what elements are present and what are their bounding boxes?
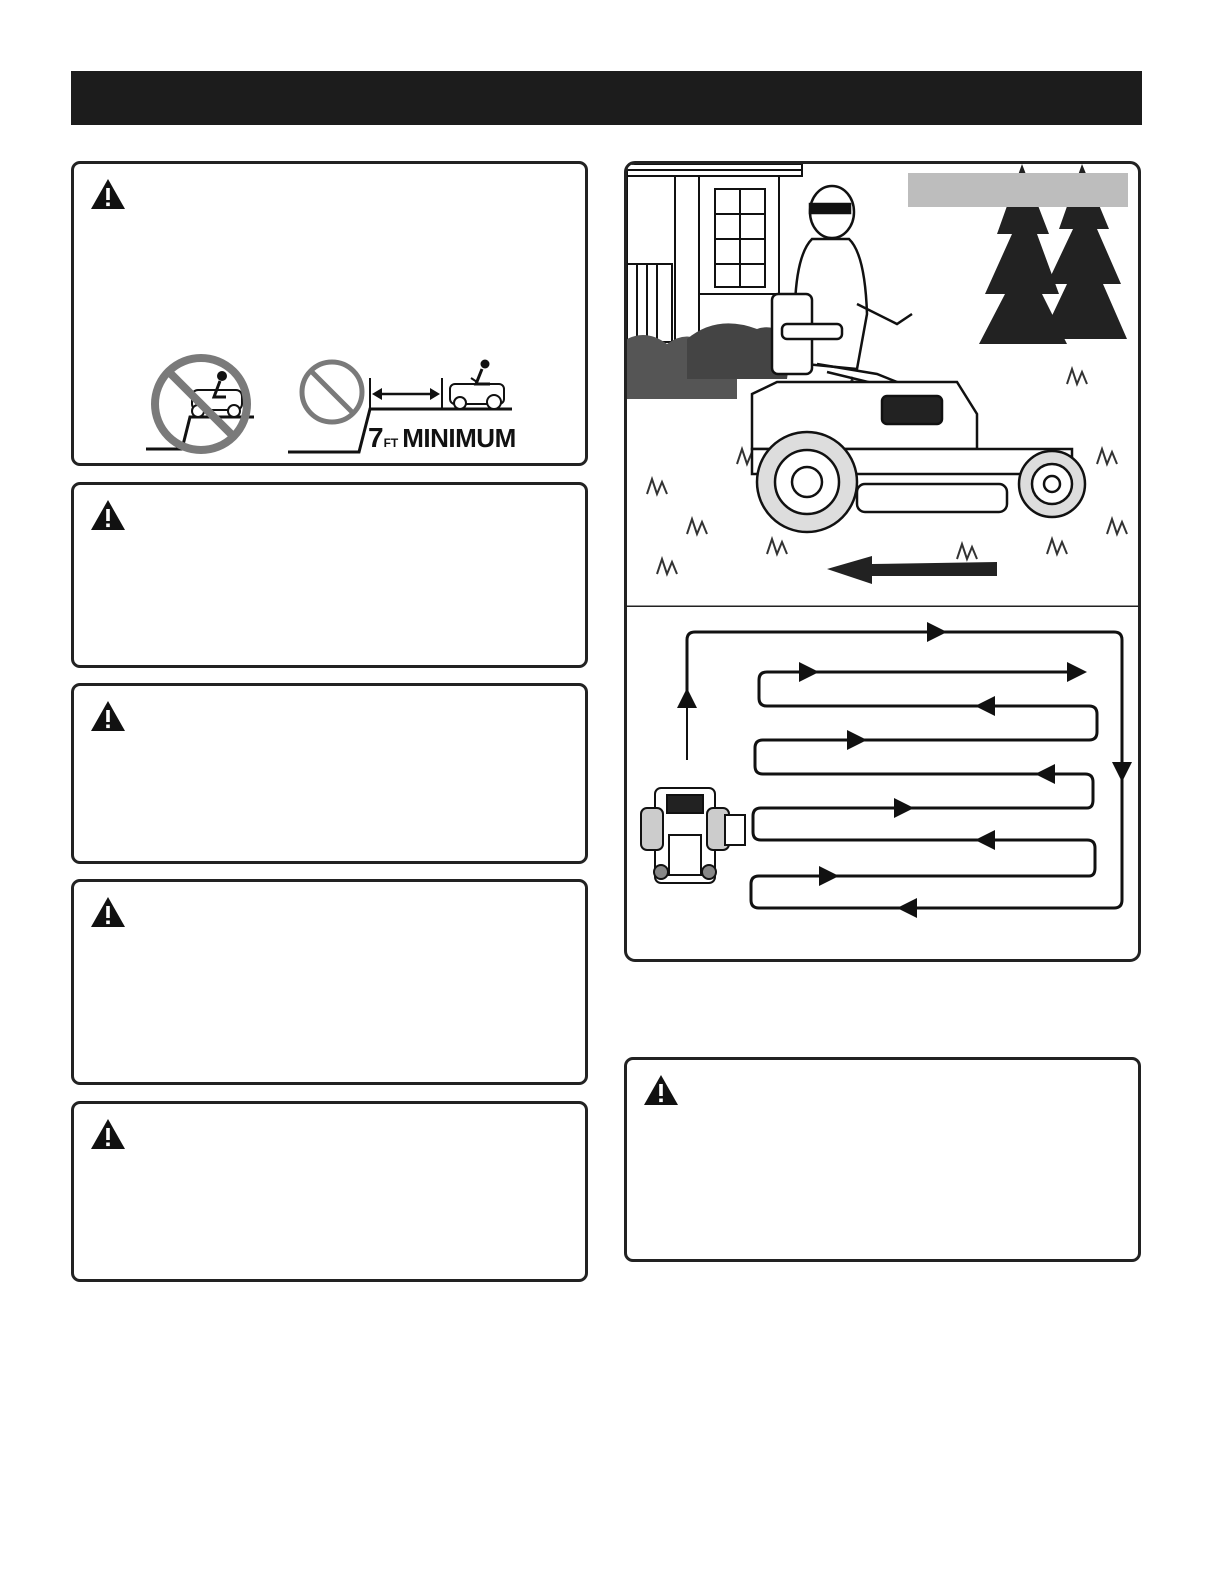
prohibited-circle-icon-small bbox=[302, 362, 362, 422]
mower-safe-figure bbox=[450, 360, 504, 410]
warning-box-4 bbox=[71, 879, 588, 1085]
slope-illustration bbox=[74, 164, 585, 463]
distance-arrow bbox=[372, 388, 440, 400]
warning-triangle-icon bbox=[90, 700, 126, 732]
mowing-pattern-diagram bbox=[627, 610, 1138, 962]
mowing-figure bbox=[624, 161, 1141, 962]
warning-box-3 bbox=[71, 683, 588, 864]
distance-caption bbox=[368, 422, 516, 454]
warning-box-5 bbox=[71, 1101, 588, 1282]
section-header-bar bbox=[71, 71, 1142, 125]
distance-unit: FT bbox=[383, 436, 399, 450]
warning-triangle-icon bbox=[90, 896, 126, 928]
mower-top-view-drawing bbox=[641, 788, 745, 883]
distance-label: MINIMUM bbox=[402, 423, 516, 453]
warning-triangle-icon bbox=[643, 1074, 679, 1106]
warning-triangle-icon bbox=[90, 499, 126, 531]
figure-label bbox=[908, 173, 1128, 207]
warning-box-6 bbox=[624, 1057, 1141, 1262]
warning-box-1 bbox=[71, 161, 588, 466]
operator-illustration bbox=[627, 164, 1138, 607]
distance-number: 7 bbox=[368, 422, 384, 453]
warning-triangle-icon bbox=[90, 1118, 126, 1150]
direction-arrow-icon bbox=[827, 556, 997, 584]
warning-box-2 bbox=[71, 482, 588, 668]
